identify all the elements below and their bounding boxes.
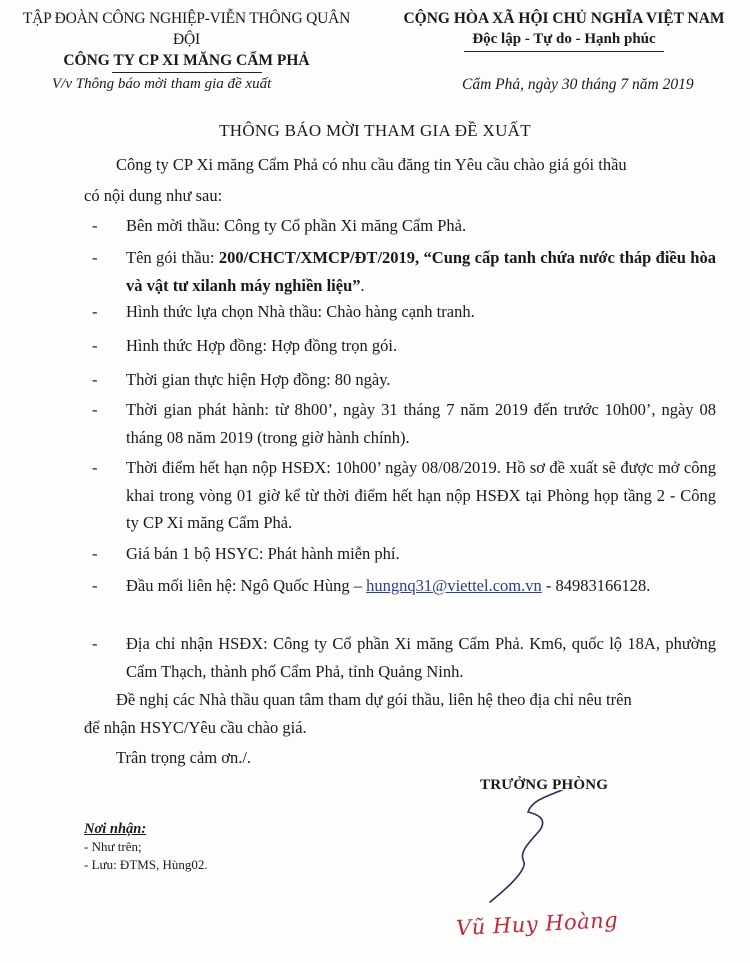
signature-name: Vũ Huy Hoàng <box>455 907 619 941</box>
reference-line: V/v Thông báo mời tham gia đề xuất <box>52 76 272 92</box>
list-dash: - <box>92 400 98 419</box>
header-right <box>388 8 740 52</box>
motto: Độc lập - Tự do - Hạnh phúc <box>472 31 656 47</box>
list-dash: - <box>92 336 98 355</box>
recipients-label: Nơi nhận: <box>84 821 147 837</box>
list-item <box>92 540 716 568</box>
package-suffix: . <box>360 275 365 295</box>
intro-line-2: có nội dung như sau: <box>84 186 223 205</box>
list-dash: - <box>92 634 98 653</box>
item-address: Địa chỉ nhận HSĐX: Công ty Cổ phần Xi măng Cẩm Phả. Km6, quốc lộ 18A, phường Cẩm Thạch, thành phố Cẩm Phả, tỉnh Quảng Ninh. <box>126 634 716 681</box>
item-deadline: Thời điểm hết hạn nộp HSĐX: 10h00’ ngày 08/08/2019. Hồ sơ đề xuất sẽ được mở công khai trong vòng 01 giờ kể từ thời điểm hết hạn nộp HSĐX tại Phòng họp tầng 2 - Công ty CP Xi măng Cẩm Phả. <box>126 458 716 532</box>
list-item <box>92 212 716 240</box>
item-selection-method: Hình thức lựa chọn Nhà thầu: Chào hàng cạnh tranh. <box>126 302 475 321</box>
intro-line-1: Công ty CP Xi măng Cẩm Phả có nhu cầu đăng tin Yêu cầu chào giá gói thầu <box>116 155 627 174</box>
nation-name: CỘNG HÒA XÃ HỘI CHỦ NGHĨA VIỆT NAM <box>403 10 725 27</box>
list-dash: - <box>92 458 98 477</box>
recipient-line: - Như trên; <box>84 839 142 854</box>
item-release-time: Thời gian phát hành: từ 8h00’, ngày 31 tháng 7 năm 2019 đến trước 10h00’, ngày 08 tháng 08 năm 2019 (trong giờ hành chính). <box>126 400 716 447</box>
company-name: CÔNG TY CP XI MĂNG CẨM PHẢ <box>63 52 310 69</box>
request-line-1: Đề nghị các Nhà thầu quan tâm tham dự gói thầu, liên hệ theo địa chỉ nêu trên <box>116 690 632 709</box>
signature-stroke <box>420 790 620 915</box>
item-contact <box>126 572 716 600</box>
contact-suffix: - 84983166128. <box>541 576 651 595</box>
list-item <box>92 630 716 685</box>
list-dash: - <box>92 544 98 563</box>
item-inviter: Bên mời thầu: Công ty Cổ phần Xi măng Cẩm Phả. <box>126 216 467 235</box>
signer-title: TRƯỞNG PHÒNG <box>480 777 609 793</box>
organization-name: TẬP ĐOÀN CÔNG NGHIỆP-VIỄN THÔNG QUÂN ĐỘI <box>22 10 351 48</box>
closing-line: Trân trọng cảm ơn./. <box>116 748 252 767</box>
contact-prefix: Đầu mối liên hệ: Ngô Quốc Hùng – <box>126 576 367 595</box>
list-item <box>92 366 716 394</box>
item-price: Giá bán 1 bộ HSYC: Phát hành miễn phí. <box>126 544 400 563</box>
package-title: 200/CHCT/XMCP/ĐT/2019, “Cung cấp tanh chứa nước tháp điều hòa và vật tư xilanh máy nghiền liệu” <box>126 248 716 295</box>
item-duration: Thời gian thực hiện Hợp đồng: 80 ngày. <box>126 370 391 389</box>
list-item <box>92 396 716 451</box>
item-package-name <box>126 244 716 299</box>
company-underline <box>112 72 262 73</box>
document-title: THÔNG BÁO MỜI THAM GIA ĐỀ XUẤT <box>219 121 531 140</box>
list-item <box>92 332 716 360</box>
dateline: Cẩm Phả, ngày 30 tháng 7 năm 2019 <box>462 76 694 93</box>
request-line-2: để nhận HSYC/Yêu cầu chào giá. <box>84 718 307 737</box>
list-dash: - <box>92 216 98 235</box>
list-dash: - <box>92 576 98 595</box>
motto-underline <box>464 51 664 52</box>
list-dash: - <box>92 302 98 321</box>
list-item <box>92 572 716 600</box>
list-dash: - <box>92 370 98 389</box>
header-left <box>14 8 359 73</box>
item-contract-type: Hình thức Hợp đồng: Hợp đồng trọn gói. <box>126 336 398 355</box>
recipients-block <box>84 820 208 874</box>
package-prefix: Tên gói thầu: <box>126 248 219 267</box>
list-item <box>92 454 716 537</box>
list-dash: - <box>92 248 98 267</box>
recipient-line: - Lưu: ĐTMS, Hùng02. <box>84 857 208 872</box>
list-item <box>92 298 716 326</box>
list-item <box>92 244 716 299</box>
contact-email-link[interactable]: hungnq31@viettel.com.vn <box>366 576 542 595</box>
